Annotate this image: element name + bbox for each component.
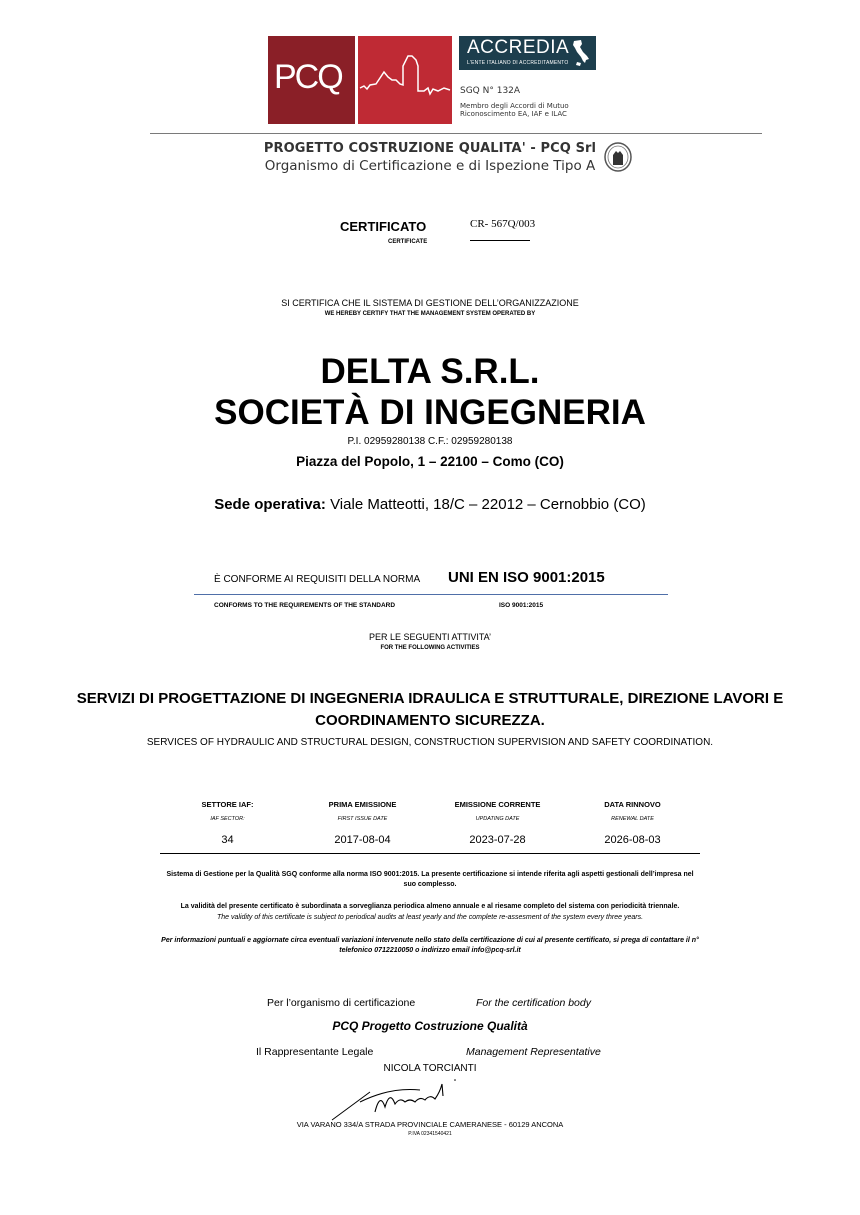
seal-icon: [603, 141, 633, 173]
organization-subtitle: Organismo di Certificazione e di Ispezione Tipo A: [264, 158, 596, 174]
validity-note-en: The validity of this certificate is subject to periodical audits at least yearly and the complete re-assesment of the system every three years.: [216, 914, 644, 921]
pcq-logo-text: PCQ: [274, 58, 342, 96]
table-header-updating-date: EMISSIONE CORRENTE: [454, 800, 541, 809]
header-divider: [150, 133, 762, 134]
membership-text: [460, 102, 569, 118]
sgq-number: SGQ N° 132A: [460, 86, 521, 96]
intro-text-it: SI CERTIFICA CHE IL SISTEMA DI GESTIONE DELL’ORGANIZZAZIONE: [281, 298, 579, 308]
for-certification-body-it: Per l’organismo di certificazione: [267, 997, 416, 1009]
pcq-logo-left-panel: [268, 36, 355, 124]
pcq-logo-skyline-panel: [358, 36, 452, 124]
handwritten-signature: [330, 1072, 500, 1122]
operational-site-address: Viale Matteotti, 18/C – 22012 – Cernobbio (CO): [325, 496, 646, 513]
table-value-updating-date: 2023-07-28: [469, 834, 526, 846]
legal-representative-it: Il Rappresentante Legale: [256, 1046, 374, 1058]
italy-map-icon: [571, 39, 591, 67]
accredia-logo-title: ACCREDIA: [467, 37, 570, 58]
table-value-iaf-sector: 34: [221, 834, 234, 846]
table-subheader-first-issue: FIRST ISSUE DATE: [337, 816, 388, 822]
activities-scope-en: SERVICES OF HYDRAULIC AND STRUCTURAL DESIGN, CONSTRUCTION SUPERVISION AND SAFETY COORDINATION.: [146, 737, 714, 748]
certification-body-name: PCQ Progetto Costruzione Qualità: [332, 1019, 528, 1033]
company-name-line-2: SOCIETÀ DI INGEGNERIA: [214, 393, 646, 432]
company-tax-ids: P.I. 02959280138 C.F.: 02959280138: [347, 436, 513, 447]
table-value-first-issue: 2017-08-04: [334, 834, 391, 846]
table-header-first-issue: PRIMA EMISSIONE: [328, 800, 397, 809]
skyline-icon: [358, 36, 452, 124]
membership-line-2: Riconoscimento EA, IAF e ILAC: [460, 110, 567, 118]
activities-scope-it: SERVIZI DI PROGETTAZIONE DI INGEGNERIA IDRAULICA E STRUTTURALE, DIREZIONE LAVORI E COORDINAMENTO SICUREZZA.: [76, 690, 784, 729]
activities-label-en: FOR THE FOLLOWING ACTIVITIES: [380, 645, 480, 651]
table-subheader-iaf-sector: IAF SECTOR:: [210, 816, 245, 822]
activities-label-it: PER LE SEGUENTI ATTIVITA’: [368, 632, 492, 642]
intro-text-en: WE HEREBY CERTIFY THAT THE MANAGEMENT SYSTEM OPERATED BY: [324, 311, 536, 317]
footer-vat: P.IVA 02341540421: [408, 1131, 452, 1137]
table-header-renewal-date: DATA RINNOVO: [604, 800, 661, 809]
accredia-logo: [459, 36, 596, 70]
contact-note: Per informazioni puntuali e aggiornate circa eventuali variazioni intervenute nello stato della certificazione di cui al presente certificato, si prega di contattare il n° telefonico 0712210050 o indirizzo email info@pcq-srl.it: [161, 937, 699, 954]
membership-line-1: Membro degli Accordi di Mutuo: [460, 102, 569, 110]
representative-name: NICOLA TORCIANTI: [383, 1063, 477, 1074]
validity-note-it: La validità del presente certificato è subordinata a sorveglianza periodica almeno annuale e al riesame completo del sistema con periodicità triennale.: [180, 903, 680, 910]
table-bottom-border: [160, 853, 700, 854]
accredia-logo-tagline: L'ENTE ITALIANO DI ACCREDITAMENTO: [467, 60, 569, 66]
company-address: Piazza del Popolo, 1 – 22100 – Como (CO): [296, 454, 564, 469]
certificate-number-underline: [470, 240, 530, 241]
certificate-number: CR- 567Q/003: [470, 218, 536, 230]
conformity-standard-en: ISO 9001:2015: [499, 602, 544, 609]
for-certification-body-en: For the certification body: [476, 997, 591, 1009]
conformity-divider: [194, 594, 668, 595]
table-subheader-renewal-date: RENEWAL DATE: [611, 816, 654, 822]
table-header-iaf-sector: SETTORE IAF:: [201, 800, 254, 809]
conformity-label-it: È CONFORME AI REQUISITI DELLA NORMA: [214, 574, 421, 585]
table-value-renewal-date: 2026-08-03: [604, 834, 661, 846]
pcq-logo: [268, 36, 452, 124]
organization-name: PROGETTO COSTRUZIONE QUALITA' - PCQ Srl: [263, 141, 597, 156]
conformity-standard: UNI EN ISO 9001:2015: [448, 569, 605, 586]
scope-note: Sistema di Gestione per la Qualità SGQ conforme alla norma ISO 9001:2015. La presente certificazione si intende riferita agli aspetti gestionali dell’impresa nel suo complesso.: [166, 871, 694, 888]
conformity-label-en: CONFORMS TO THE REQUIREMENTS OF THE STANDARD: [214, 602, 396, 609]
certificate-title-en: CERTIFICATE: [388, 239, 428, 245]
footer-address: VIA VARANO 334/A STRADA PROVINCIALE CAMERANESE - 60129 ANCONA: [296, 1120, 564, 1129]
certificate-title: CERTIFICATO: [340, 219, 427, 234]
operational-site: [0, 496, 860, 513]
legal-representative-en: Management Representative: [466, 1046, 601, 1058]
company-name-line-1: DELTA S.R.L.: [320, 352, 540, 391]
table-subheader-updating-date: UPDATING DATE: [475, 816, 520, 822]
operational-site-label: Sede operativa:: [214, 496, 326, 513]
